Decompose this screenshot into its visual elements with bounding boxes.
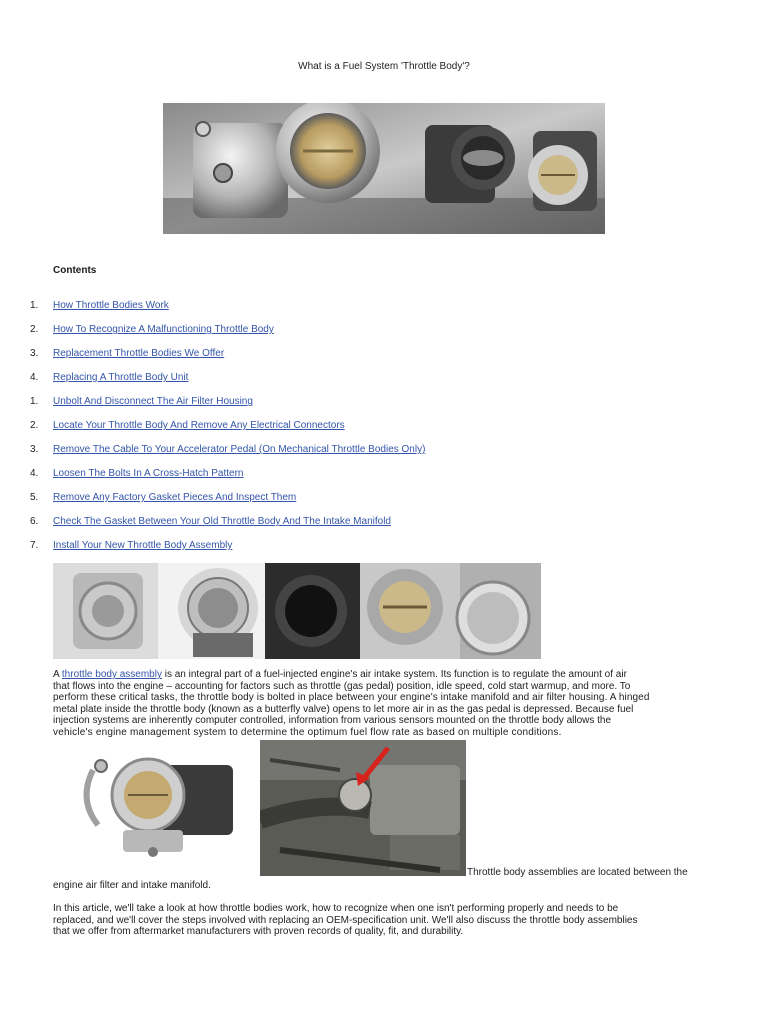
intro-line — [53, 669, 713, 681]
engine-bay-photo — [260, 740, 466, 876]
throttle-body-assembly-link[interactable]: throttle body assembly — [61, 669, 162, 680]
toc-number: 6. — [30, 516, 39, 527]
toc-link[interactable]: Remove The Cable To Your Accelerator Pedal (On Mechanical Throttle Bodies Only) — [53, 444, 426, 455]
toc-link[interactable]: Unbolt And Disconnect The Air Filter Housing — [53, 396, 253, 407]
closing-paragraph — [53, 903, 713, 938]
toc-item — [0, 348, 768, 362]
toc-number: 4. — [30, 468, 39, 479]
intro-prefix: A — [53, 669, 62, 680]
intro-line: vehicle's engine management system to determine the optimum fuel flow rate as based on multiple conditions. — [53, 726, 562, 738]
toc-number: 7. — [30, 540, 39, 551]
toc-item — [0, 492, 768, 506]
toc-link[interactable]: Loosen The Bolts In A Cross-Hatch Pattern — [53, 468, 244, 479]
toc-item — [0, 396, 768, 410]
toc-item — [0, 516, 768, 530]
document-title: What is a Fuel System 'Throttle Body'? — [298, 61, 470, 72]
toc-number: 2. — [30, 420, 39, 431]
toc-number: 1. — [30, 300, 39, 311]
throttle-bodies-strip-photo — [53, 563, 541, 659]
toc-number: 2. — [30, 324, 39, 335]
contents-heading: Contents — [53, 265, 97, 276]
toc-item — [0, 540, 768, 554]
toc-link[interactable]: Remove Any Factory Gasket Pieces And Inspect Them — [53, 492, 297, 503]
hero-throttle-bodies-photo — [163, 103, 605, 234]
toc-number: 3. — [30, 444, 39, 455]
toc-item — [0, 468, 768, 482]
throttle-body-product-photo — [53, 740, 253, 870]
intro-line: perform these critical tasks, the throttle body is bolted in place between your engine's intake manifold and air filter housing. A hinged — [53, 692, 650, 704]
toc-link[interactable]: Replacing A Throttle Body Unit — [53, 372, 189, 383]
intro-line: that flows into the engine – accounting for factors such as throttle (gas pedal) position, idle speed, cold start warmup, and more. To — [53, 680, 631, 692]
toc-item — [0, 324, 768, 338]
toc-number: 5. — [30, 492, 39, 503]
toc-link[interactable]: Install Your New Throttle Body Assembly — [53, 540, 233, 551]
toc-item — [0, 420, 768, 434]
toc-link[interactable]: How Throttle Bodies Work — [53, 300, 169, 311]
toc-link[interactable]: Check The Gasket Between Your Old Throttle Body And The Intake Manifold — [53, 516, 391, 527]
intro-paragraph — [53, 669, 713, 739]
toc-number: 1. — [30, 396, 39, 407]
toc-number: 3. — [30, 348, 39, 359]
intro-line: injection systems are inherently computer controlled, information from various sensors mounted on the throttle body allows the — [53, 715, 612, 727]
image-caption: Throttle body assemblies are located between the — [467, 867, 688, 878]
intro-line-text: is an integral part of a fuel-injected engine's air intake system. Its function is to regulate the amount of air — [161, 669, 627, 680]
toc-link[interactable]: How To Recognize A Malfunctioning Throttle Body — [53, 324, 274, 335]
toc-item — [0, 444, 768, 458]
toc-link[interactable]: Locate Your Throttle Body And Remove Any Electrical Connectors — [53, 420, 345, 431]
closing-line: that we offer from aftermarket manufacturers with proven records of quality, fit, and durability. — [53, 926, 464, 938]
intro-line: metal plate inside the throttle body (known as a butterfly valve) opens to let more air in as the gas pedal is depressed. Because fuel — [53, 703, 634, 715]
image-caption-continued: engine air filter and intake manifold. — [53, 880, 211, 891]
toc-item — [0, 372, 768, 386]
closing-line: In this article, we'll take a look at how throttle bodies work, how to recognize when one isn't performing properly and needs to be — [53, 903, 619, 914]
toc-link[interactable]: Replacement Throttle Bodies We Offer — [53, 348, 225, 359]
toc-number: 4. — [30, 372, 39, 383]
closing-line: replaced, and we'll cover the steps involved with replacing an OEM-specification unit. We'll also discuss the throttle body assemblies — [53, 914, 638, 926]
toc-item — [0, 300, 768, 314]
